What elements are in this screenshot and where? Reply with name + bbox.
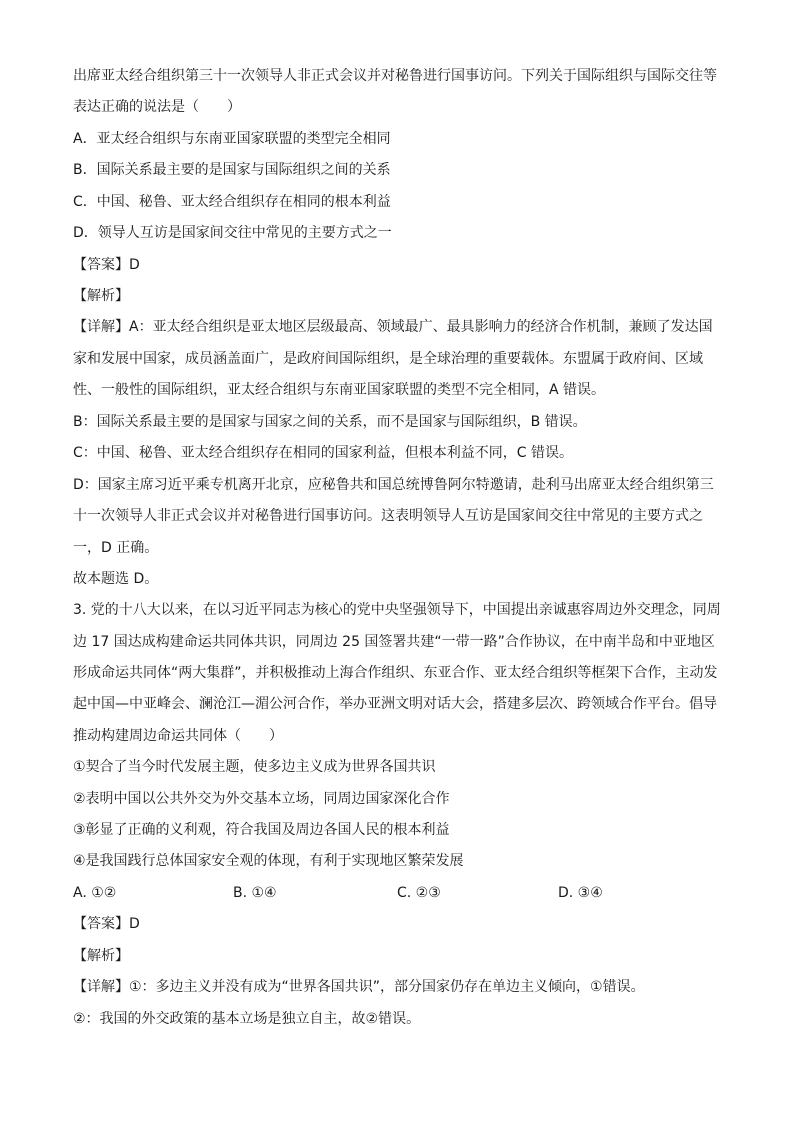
q3-statement-3: ③彰显了正确的义利观，符合我国及周边各国人民的根本利益 xyxy=(73,822,450,838)
q2-answer xyxy=(73,255,733,275)
q3-option-d: D. ③④ xyxy=(558,885,603,901)
q3-answer xyxy=(73,914,733,934)
q3-statement-2: ②表明中国以公共外交为外交基本立场，同周边国家深化合作 xyxy=(73,791,450,807)
q2-detail-line: D：国家主席习近平乘专机离开北京，应秘鲁共和国总统博鲁阿尔特邀请，赴利马出席亚太经合组织第三 xyxy=(73,477,714,493)
q2-detail-line: B：国际关系最主要的是国家与国家之间的关系，而不是国家与国际组织，B 错误。 xyxy=(73,414,587,430)
q3-stem-line: 推动构建周边命运共同体（ ） xyxy=(73,728,283,744)
q3-stem-line: 起中国—中亚峰会、澜沧江—湄公河合作，举办亚洲文明对话大会，搭建多层次、跨领域合作平台。倡导 xyxy=(73,696,717,712)
q3-detail-line: ②：我国的外交政策的基本立场是独立自主，故②错误。 xyxy=(73,1011,421,1027)
q2-conclusion: 故本题选 D。 xyxy=(73,571,159,587)
q2-detail-line: 性、一般性的国际组织，亚太经合组织与东南亚国家联盟的类型不完全相同，A 错误。 xyxy=(73,382,606,398)
q2-option-d: D．领导人互访是国家间交往中常见的主要方式之一 xyxy=(73,225,392,241)
q2-analysis-label: 【解析】 xyxy=(73,288,129,304)
q3-statement-1: ①契合了当今时代发展主题，使多边主义成为世界各国共识 xyxy=(73,759,436,775)
q2-option-c: C．中国、秘鲁、亚太经合组织存在相同的根本利益 xyxy=(73,194,391,210)
answer-value: D xyxy=(129,916,140,932)
q3-stem-line: 边 17 国达成构建命运共同体共识，同周边 25 国签署共建“一带一路”合作协议，在中南半岛和中亚地区 xyxy=(73,634,715,650)
q3-detail-line: 【详解】①：多边主义并没有成为“世界各国共识”，部分国家仍存在单边主义倾向，①错误。 xyxy=(73,979,645,995)
q3-option-b: B. ①④ xyxy=(233,885,277,901)
answer-value: D xyxy=(129,257,140,273)
answer-label: 【答案】 xyxy=(73,916,129,932)
q2-detail-line: C：中国、秘鲁、亚太经合组织存在相同的国家利益，但根本利益不同，C 错误。 xyxy=(73,445,573,461)
q3-analysis-label: 【解析】 xyxy=(73,948,129,964)
q3-stem-line: 3. 党的十八大以来，在以习近平同志为核心的党中央坚强领导下，中国提出亲诚惠容周边外交理念，同周 xyxy=(73,602,721,618)
q3-option-c: C. ②③ xyxy=(397,885,441,901)
q2-option-b: B．国际关系最主要的是国家与国际组织之间的关系 xyxy=(73,162,391,178)
q3-stem-line: 形成命运共同体“两大集群”，并积极推动上海合作组织、东亚合作、亚太经合组织等框架下合作，主动发 xyxy=(73,665,718,681)
q2-stem-line: 出席亚太经合组织第三十一次领导人非正式会议并对秘鲁进行国事访问。下列关于国际组织与国际交往等 xyxy=(73,68,717,84)
q3-statement-4: ④是我国践行总体国家安全观的体现，有利于实现地区繁荣发展 xyxy=(73,853,464,869)
q2-stem-line: 表达正确的说法是（ ） xyxy=(73,99,241,115)
answer-label: 【答案】 xyxy=(73,257,129,273)
q2-detail-line: 【详解】A：亚太经合组织是亚太地区层级最高、领域最广、最具影响力的经济合作机制，兼顾了发达国 xyxy=(73,319,713,335)
q3-option-a: A. ①② xyxy=(73,885,117,901)
q2-detail-line: 一，D 正确。 xyxy=(73,540,159,556)
q2-detail-line: 家和发展中国家，成员涵盖面广，是政府间国际组织，是全球治理的重要载体。东盟属于政府间、区域 xyxy=(73,351,703,367)
q2-option-a: A．亚太经合组织与东南亚国家联盟的类型完全相同 xyxy=(73,131,391,147)
q2-detail-line: 十一次领导人非正式会议并对秘鲁进行国事访问。这表明领导人互访是国家间交往中常见的主要方式之 xyxy=(73,508,703,524)
